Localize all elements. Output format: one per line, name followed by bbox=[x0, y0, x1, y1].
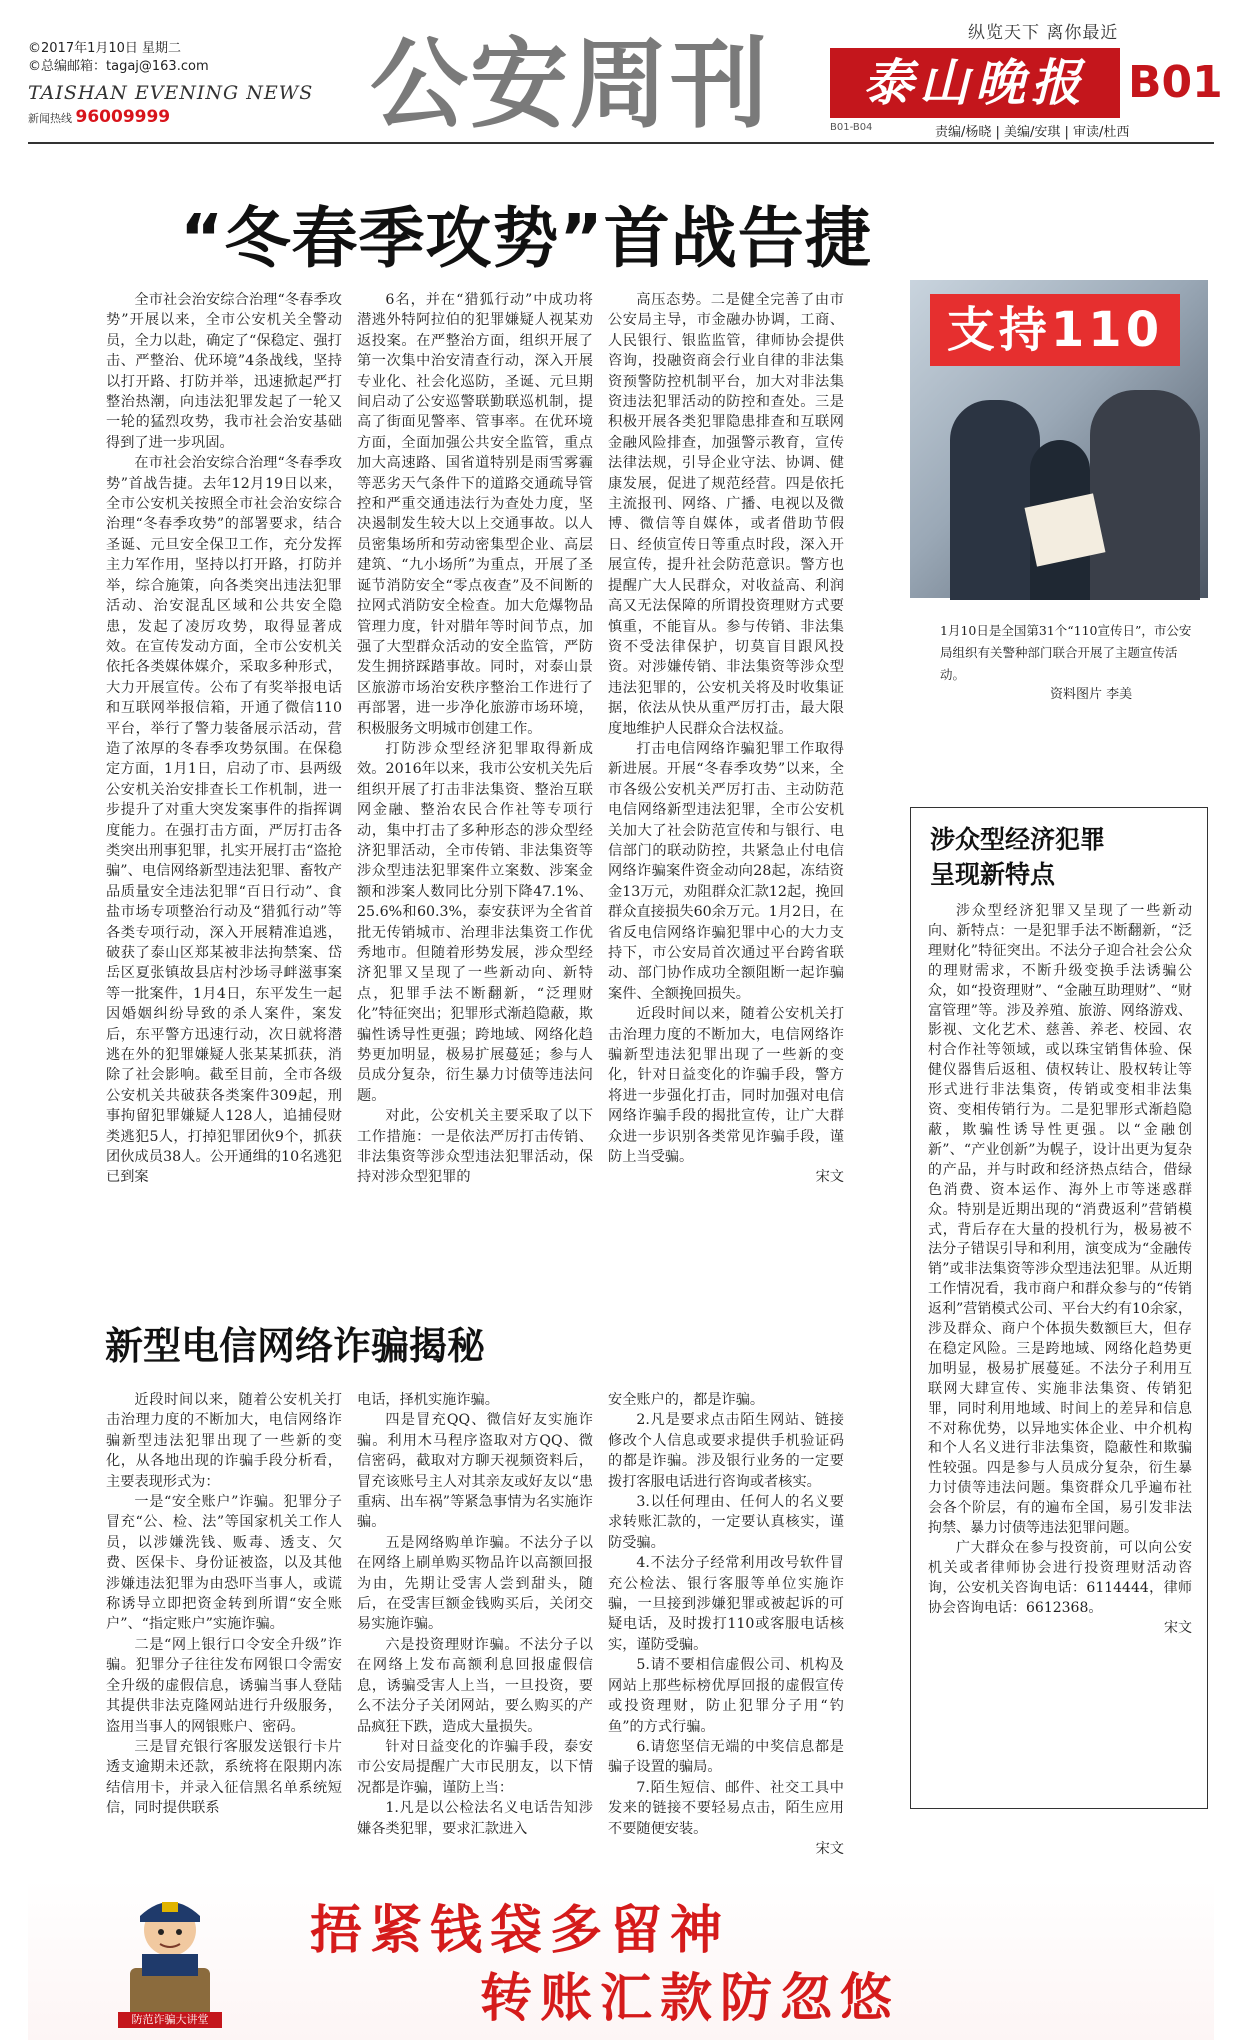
byline: 宋文 bbox=[1164, 1619, 1192, 1636]
paragraph: 近段时间以来，随着公安机关打击治理力度的不断加大，电信网络诈骗新型违法犯罪出现了一些新的变化，从各地出现的诈骗手段分析看，主要表现形式为： bbox=[106, 1392, 342, 1490]
section-title: 公安周刊 bbox=[370, 28, 771, 142]
sidebar-title bbox=[930, 822, 1105, 892]
editor-email[interactable]: ©总编邮箱：tagaj@163.com bbox=[28, 59, 209, 74]
paragraph: 2.凡是要求点击陌生网站、链接修改个人信息或要求提供手机验证码的都是诈骗。涉及银行业务的一定要拨打客服电话进行咨询或者核实。 bbox=[608, 1412, 844, 1490]
paragraph: 对此，公安机关主要采取了以下工作措施：一是依法严厉打击传销、非法集资等涉众型违法犯罪活动，保持对涉众型犯罪的 bbox=[357, 1108, 593, 1186]
page-number: B01 bbox=[1128, 57, 1223, 108]
paragraph: 高压态势。二是健全完善了由市公安局主导，市金融办协调，工商、人民银行、银监监管，律师协会提供咨询，投融资商会行业自律的非法集资预警防控机制平台，加大对非法集资违法犯罪活动的防控和查处。三是积极开展各类犯罪隐患排查和互联网金融风险排查，加强警示教育，宣传法律法规，引导企业守法、协调、健康发展，促进了规范经营。四是依托主流报刊、网络、广播、电视以及微博、微信等自媒体，或者借助节假日、经侦宣传日等重点时段，深入开展宣传，提升社会防范意识。警方也提醒广大人民群众，对收益高、利润高又无法保障的所谓投资理财方式要慎重，不能盲从。参与传销、非法集资不受法律保护，切莫盲目跟风投资。对涉嫌传销、非法集资等涉众型违法犯罪的，公安机关将及时收集证据，依法从快从重严厉打击，最大限度地维护人民群众合法权益。 bbox=[608, 292, 844, 737]
sidebar-title-line-2: 呈现新特点 bbox=[930, 860, 1056, 889]
banner-line-1: 捂紧钱袋多留神 bbox=[310, 1901, 731, 1961]
issue-date: ©2017年1月10日 星期二 bbox=[28, 41, 182, 56]
paragraph: 6.请您坚信无端的中奖信息都是骗子设置的骗局。 bbox=[608, 1738, 844, 1776]
slogan: 纵览天下 离你最近 bbox=[968, 23, 1119, 43]
section2-title: 新型电信网络诈骗揭秘 bbox=[105, 1324, 486, 1368]
section2-column-2 bbox=[357, 1390, 593, 1837]
staff-credits: 责编/杨晓 | 美编/安琪 | 审读/杜西 bbox=[935, 125, 1130, 140]
byline: 宋文 bbox=[815, 1840, 844, 1857]
paragraph: 全市社会治安综合治理“冬春季攻势”开展以来，全市公安机关全警动员，全力以赴，确定了“保稳定、强打击、严整治、优环境”4条战线，坚持以打开路、打防并举，迅速掀起严打整治热潮，向违法犯罪发起了一轮又一轮的猛烈攻势，我市社会治安基础得到了进一步巩固。 bbox=[106, 292, 342, 451]
masthead-rule bbox=[28, 142, 1214, 144]
photo-sign-text: 支持110 bbox=[930, 294, 1180, 366]
paragraph: 近段时间以来，随着公安机关打击治理力度的不断加大，电信网络诈骗新型违法犯罪出现了一些新的变化，针对日益变化的诈骗手段，警方将进一步强化打击，同时加强对电信网络诈骗手段的揭批宣传，让广大群众进一步识别各类常见诈骗手段，谨防上当受骗。 bbox=[608, 1006, 844, 1166]
photo-credit: 资料图片 李美 bbox=[1050, 687, 1133, 702]
article1-column-3 bbox=[608, 290, 844, 1295]
photo-caption: 1月10日是全国第31个“110宣传日”，市公安局组织有关警种部门联合开展了主题宣传活动。 bbox=[940, 623, 1192, 682]
paragraph: 7.陌生短信、邮件、社交工具中发来的链接不要轻易点击，陌生应用不要随便安装。 bbox=[608, 1779, 844, 1837]
paragraph: 1.凡是以公检法名义电话告知涉嫌各类犯罪，要求汇款进入 bbox=[357, 1800, 593, 1837]
paragraph: 4.不法分子经常利用改号软件冒充公检法、银行客服等单位实施诈骗，一旦接到涉嫌犯罪或被起诉的可疑电话，及时拨打110或客服电话核实，谨防受骗。 bbox=[608, 1555, 844, 1653]
paragraph: 涉众型经济犯罪又呈现了一些新动向、新特点：一是犯罪手法不断翻新，“泛理财化”特征突出。不法分子迎合社会公众的理财需求，不断升级变换手法诱骗公众，如“投资理财”、“金融互助理财”、“财富管理”等。涉及养殖、旅游、网络游戏、影视、文化艺术、慈善、养老、校园、农村合作社等领域，或以珠宝销售体验、保健仪器售后返租、债权转让、股权转让等形式进行非法集资，传销或变相非法集资、变相传销行为。二是犯罪形式渐趋隐蔽，欺骗性诱导性更强。以“金融创新”、“产业创新”为幌子，设计出更为复杂的产品，并与时政和经济热点结合，借绿色消费、资本运作、海外上市等迷惑群众。特别是近期出现的“消费返利”营销模式，背后存在大量的投机行为，极易被不法分子错误引导和利用，演变成为“金融传销”或非法集资等涉众型违法犯罪。从近期工作情况看，我市商户和群众参与的“传销返利”营销模式公司、平台大约有10余家，涉及群众、商户个体损失数额巨大，但存在稳定风险。三是跨地域、网络化趋势更加明显，极易扩展蔓延。不法分子利用互联网大肆宣传、实施非法集资、传销犯罪，同时利用地域、时间上的差异和信息不对称优势，以异地实体企业、中介机构和个人名义进行非法集资，隐蔽性和欺骗性较强。四是参与人员成分复杂，衍生暴力讨债等违法问题。集资群众几乎遍布社会各个阶层，有的遍布全国，易引发非法拘禁、暴力讨债等违法犯罪问题。 bbox=[928, 903, 1192, 1537]
section2-column-1 bbox=[106, 1390, 342, 1815]
paragraph: 打防涉众型经济犯罪取得新成效。2016年以来，我市公安机关先后组织开展了打击非法集资、整治互联网金融、整治农民合作社等专项行动，集中打击了多种形态的涉众型经济犯罪活动，全市传销、非法集资等涉众型违法犯罪案件立案数、涉案金额和涉案人数同比分别下降47.1%、25.6%和60.3%，泰安获评为全省首批无传销城市、治理非法集资工作优秀地市。但随着形势发展，涉众型经济犯罪又呈现了一些新动向、新特点，犯罪手法不断翻新，“泛理财化”特征突出；犯罪形式渐趋隐蔽，欺骗性诱导性更强；跨地域、网络化趋势更加明显，极易扩展蔓延；参与人员成分复杂，衍生暴力讨债等违法问题。 bbox=[357, 740, 593, 1104]
paragraph: 针对日益变化的诈骗手段，泰安市公安局提醒广大市民朋友，以下情况都是诈骗，谨防上当： bbox=[357, 1738, 593, 1796]
paragraph: 三是冒充银行客服发送银行卡片透支逾期未还款，系统将在限期内冻结信用卡，并录入征信黑名单系统短信，同时提供联系 bbox=[106, 1738, 342, 1817]
paragraph: 3.以任何理由、任何人的名义要求转账汇款的，一定要认真核实，谨防受骗。 bbox=[608, 1494, 844, 1551]
banner-line-2: 转账汇款防忽悠 bbox=[480, 1969, 901, 2029]
news-photo bbox=[910, 280, 1208, 598]
paragraph: 6名，并在“猎狐行动”中成功将潜逃外特阿拉伯的犯罪嫌疑人视某劝返投案。在严整治方面，组织开展了第一次集中治安清查行动，深入开展专业化、社会化巡防，圣诞、元旦期间启动了公安巡警联勤联巡机制，提高了街面见警率、管事率。在优环境方面，全面加强公共安全监管，重点加大高速路、国省道特别是雨雪雾霾等恶劣天气条件下的道路交通疏导管控和严重交通违法行为查处力度，坚决遏制发生较大以上交通事故。以人员密集场所和劳动密集型企业、高层建筑、“九小场所”为重点，开展了圣诞节消防安全“零点夜查”及不间断的拉网式消防安全检查。加大危爆物品管理力度，针对腊年等时间节点，加强了大型群众活动的安全监管，严防发生拥挤踩踏事故。同时，对泰山景区旅游市场治安秩序整治工作进行了再部署，进一步净化旅游市场环境，积极服务文明城市创建工作。 bbox=[357, 292, 593, 737]
police-figure bbox=[950, 400, 1040, 600]
paragraph: 5.请不要相信虚假公司、机构及网站上那些标榜优厚回报的虚假宣传或投资理财，防止犯罪分子用“钓鱼”的方式行骗。 bbox=[608, 1657, 844, 1735]
paragraph: 广大群众在参与投资前，可以向公安机关或者律师协会进行投资理财活动咨询，公安机关咨询电话：6114444，律师协会咨询电话：6612368。 bbox=[928, 1540, 1192, 1616]
hotline-number: 96009999 bbox=[75, 107, 171, 127]
hotline bbox=[28, 107, 170, 127]
section2-column-3 bbox=[608, 1390, 844, 1857]
paragraph: 一是“安全账户”诈骗。犯罪分子冒充“公、检、法”等国家机关工作人员，以涉嫌洗钱、贩毒、透支、欠费、医保卡、身份证被盗，以及其他涉嫌违法犯罪为由恐吓当事人，或谎称诱导立即把资金转到所谓“安全账户”、“指定账户”实施诈骗。 bbox=[106, 1494, 342, 1633]
sidebar-body bbox=[928, 902, 1192, 1797]
paragraph: 电话，择机实施诈骗。 bbox=[357, 1392, 499, 1408]
page-range: B01-B04 bbox=[830, 122, 873, 133]
article1-column-2 bbox=[357, 290, 593, 1295]
paragraph: 六是投资理财诈骗。不法分子以在网络上发布高额利息回报虚假信息，诱骗受害人上当，一旦投资，要么不法分子关闭网站，要么购买的产品疯狂下跌，造成大量损失。 bbox=[357, 1636, 593, 1735]
paragraph: 安全账户的，都是诈骗。 bbox=[608, 1392, 765, 1408]
hotline-label: 新闻热线 bbox=[28, 112, 72, 125]
paragraph: 二是“网上银行口令安全升级”诈骗。犯罪分子往往发布网银口令需安全升级的虚假信息，诱骗当事人登陆其提供非法克隆网站进行升级服务，盗用当事人的网银账户、密码。 bbox=[106, 1636, 342, 1735]
sidebar-title-line-1: 涉众型经济犯罪 bbox=[930, 825, 1106, 854]
paragraph: 在市社会治安综合治理“冬春季攻势”首战告捷。去年12月19日以来，全市公安机关按照全市社会治安综合治理“冬春季攻势”的部署要求，结合圣诞、元旦安全保卫工作，充分发挥主力军作用，坚持以打开路，打防并举，综合施策，向各类突出违法犯罪活动、治安混乱区域和公共安全隐患，发起了凌厉攻势，取得显著成效。在宣传发动方面，全市公安机关依托各类媒体媒介，采取多种形式，大力开展宣传。公布了有奖举报电话和互联网举报信箱，开通了微信110平台，举行了警力装备展示活动，营造了浓厚的冬春季攻势氛围。在保稳定方面，1月1日，启动了市、县两级公安机关治安排查长工作机制，进一步提升了对重大突发案事件的指挥调度能力。在强打击方面，严厉打击各类突出刑事犯罪，扎实开展打击“盗抢骗”、电信网络新型违法犯罪、畜牧产品质量安全违法犯罪“百日行动”、食盐市场专项整治行动及“猎狐行动”等各类专项行动，深入开展精准追逃，破获了泰山区郑某被非法拘禁案、岱岳区夏张镇故县店村沙场寻衅滋事案等一批案件，1月4日，东平发生一起因婚姻纠纷导致的杀人案件，案发后，东平警方迅速行动，次日就将潜逃在外的犯罪嫌疑人张某某抓获，消除了社会影响。截至目前，全市各级公安机关共破获各类案件309起，刑事拘留犯罪嫌疑人128人，追捕侵财类逃犯5人，打掉犯罪团伙9个，抓获团伙成员38人。公开通缉的10名逃犯已到案 bbox=[106, 455, 342, 1186]
paragraph: 五是网络购单诈骗。不法分子以在网络上刷单购买物品许以高额回报为由，先期让受害人尝到甜头，随后，在受害巨额金钱购买后，关闭交易实施诈骗。 bbox=[357, 1534, 593, 1633]
paragraph: 四是冒充QQ、微信好友实施诈骗。利用木马程序盗取对方QQ、微信密码，截取对方聊天视频资料后，冒充该账号主人对其亲友或好友以“患重病、出车祸”等紧急事情为名实施诈骗。 bbox=[357, 1412, 593, 1531]
paragraph: 打击电信网络诈骗犯罪工作取得新进展。开展“冬春季攻势”以来，全市各级公安机关严厉打击、主动防范电信网络新型违法犯罪，全市公安机关加大了社会防范宣传和与银行、电信部门的联动防控，共紧急止付电信网络诈骗案件资金动向28起，冻结资金13万元，劝阻群众汇款12起，挽回群众直接损失60余万元。1月2日，在省反电信网络诈骗犯罪中心的大力支持下，市公安局首次通过平台跨省联动、部门协作成功全额阻断一起诈骗案件、全额挽回损失。 bbox=[608, 740, 844, 1002]
byline: 宋文 bbox=[815, 1169, 844, 1186]
article1-column-1 bbox=[106, 290, 342, 1295]
newspaper-logo: 泰山晚报 bbox=[830, 48, 1120, 118]
main-headline: “冬春季攻势”首战告捷 bbox=[180, 200, 872, 277]
mascot-label: 防范诈骗大讲堂 bbox=[118, 2012, 222, 2028]
masthead-meta bbox=[28, 40, 209, 76]
english-name: TAISHAN EVENING NEWS bbox=[28, 82, 314, 104]
citizen-figure bbox=[1090, 390, 1200, 600]
